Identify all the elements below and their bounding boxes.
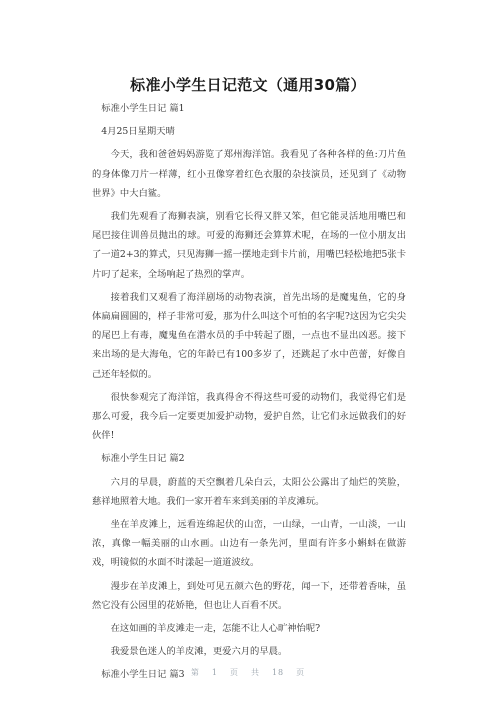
page-unit: 页 [229,668,239,677]
total-label: 共 [250,668,260,677]
body-paragraph: 坐在羊皮滩上，远看连绵起伏的山峦，一山绿，一山青，一山淡，一山浓，真像一幅美丽的山水画。山边有一条先河，里面有许多小蝌蚪在做游戏，明镜似的水面不时漾起一道道波纹。 [92,519,406,569]
entry-date: 4月25日星期天晴 [101,126,175,138]
body-paragraph: 接着我们又观看了海洋剧场的动物表演，首先出场的是魔鬼鱼，它的身体扁扁圆圆的，样子非常可爱，那为什么叫这个可怕的名字呢?这因为它尖尖的尾巴上有毒，魔鬼鱼在潜水员的手中转起了圈，一点也不显出凶恶。接下来出场的是大海龟，它的年龄已有100多岁了，还跳起了水中芭蕾，好像自己还年轻似的。 [92,291,406,380]
body-paragraph: 我爱景色迷人的羊皮滩，更爱六月的早晨。 [110,646,288,658]
body-paragraph: 六月的早晨，蔚蓝的天空飘着几朵白云，太阳公公露出了灿烂的笑脸，慈祥地照着大地。我们一家开着车来到美丽的羊皮滩玩。 [92,476,406,507]
body-paragraph: 很快参观完了海洋馆，我真得舍不得这些可爱的动物们，我觉得它们是那么可爱，我今后一定要更加爱护动物，爱护自然，让它们永远做我们的好伙伴! [92,391,406,442]
page-label: 第 [190,668,200,677]
body-paragraph: 今天，我和爸爸妈妈游览了郑州海洋馆。我看见了各种各样的鱼:刀片鱼的身体像刀片一样薄，红小丑像穿着红色衣服的杂技演员，还见到了《动物世界》中大白鲨。 [92,149,406,199]
body-paragraph: 在这如画的羊皮滩走一走，怎能不让人心旷神怡呢? [110,623,321,635]
document-title: 标准小学生日记范文（通用30篇） [130,76,366,94]
total-unit: 页 [296,668,306,677]
entry-heading: 标准小学生日记 篇3 [101,669,185,681]
document-body [92,99,406,689]
body-paragraph: 我们先观看了海狮表演，别看它长得又胖又笨，但它能灵活地用嘴巴和尾巴接住训兽员抛出的球。可爱的海狮还会算算术呢，在场的一位小朋友出了一道2+3的算式，只见海狮一摇一摆地走到卡片前，用嘴巴轻松地把5张卡片叼了起来，全场响起了热烈的掌声。 [92,211,406,280]
total-pages: 18 [271,668,285,677]
page-footer [0,667,496,678]
body-paragraph: 漫步在羊皮滩上，到处可见五颜六色的野花，闻一下，还带着香味，虽然它没有公园里的花娇艳，但也让人百看不厌。 [92,580,406,611]
page-number: 1 [211,668,218,677]
entry-heading: 标准小学生日记 篇2 [101,453,185,465]
entry-heading: 标准小学生日记 篇1 [101,103,185,114]
